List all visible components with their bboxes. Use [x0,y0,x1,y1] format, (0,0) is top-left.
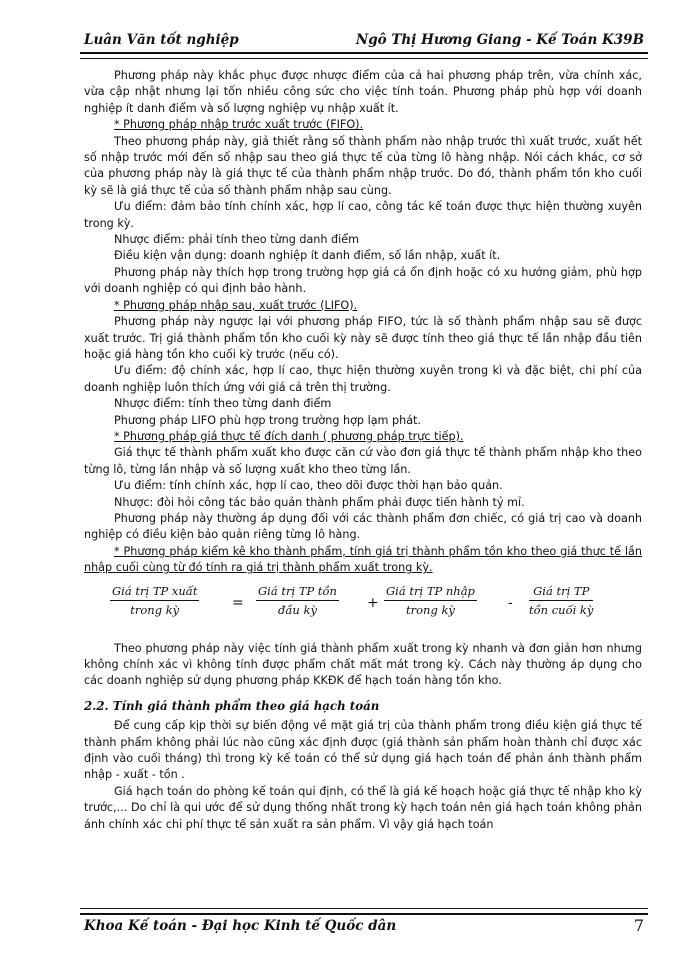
paragraph: Phương pháp này thường áp dụng đối với các thành phẩm đơn chiếc, có giá trị cao và doanh nghiệp có điều kiện bảo quản riêng từng lô hàng. [84,511,642,542]
paragraph: Ưu điểm: tính chính xác, hợp lí cao, theo dõi được thời hạn bảo quản. [114,479,503,493]
paragraph: Theo phương pháp này việc tính giá thành phẩm xuất trong kỳ nhanh và đơn giản hơn nhưng không chính xác vì không tính được phẩm chất mất mát trong kỳ. Cách này thường áp dụng cho các doanh nghiệp sử dụng phương pháp KKĐK để hạch toán hàng tồn kho. [84,641,642,688]
formula-term-opening: Giá trị TP tồn đầu kỳ [258,583,337,617]
paragraph: Phương pháp này khắc phục được nhược điểm của cả hai phương pháp trên, vừa chính xác, vừa cập nhật nhưng lại tốn nhiều công sức cho việc tính toán. Phương pháp phù hợp với doanh nghiệp ít danh điểm và số lượng nghiệp vụ nhập xuất ít. [84,69,642,115]
paragraph: Giá hạch toán do phòng kế toán qui định, có thể là giá kế hoạch hoặc giá thực tế nhập kho kỳ trước,... Do chỉ là qui ước để sử dụng thống nhất trong kỳ hạch toán nên giá hạch toán không phản ánh chính xác chi phí thực tế sản xuất ra sản phẩm. Vì vậy giá hạch toán [84,784,642,831]
formula-equals: = [232,594,244,611]
page-header [84,30,644,54]
header-thesis-title: Luân Văn tốt nghiệp [84,32,239,48]
page-footer [84,916,644,940]
page-number: 7 [633,916,644,935]
paragraph: Phương pháp này ngược lại với phương pháp FIFO, tức là số thành phẩm nhập sau sẽ được xuất trước. Trị giá thành phẩm tồn kho cuối kỳ này sẽ được tính theo giá thực tế lần nhập đầu tiên hoặc giá hàng tồn kho cuối kỳ trước (nếu có). [84,315,642,361]
paragraph: Phương pháp LIFO phù hợp trong trường hợp lạm phát. [114,413,421,427]
page-body [84,68,642,833]
formula-plus: + [367,594,379,611]
header-rule [80,52,648,59]
paragraph: Nhược điểm: tính theo từng danh điểm [114,397,332,411]
subheading-specific-identification: * Phương pháp giá thực tế đích danh ( phương pháp trực tiếp). [114,429,464,443]
paragraph: Nhược: đòi hỏi công tác bảo quản thành phẩm phải được tiến hành tỷ mỉ. [114,495,525,509]
paragraph: Nhược điểm: phải tính theo từng danh điểm [114,233,360,247]
subheading-inventory-count: * Phương pháp kiểm kê kho thành phẩm, tính giá trị thành phẩm tồn kho theo giá thực tế lần nhập cuối cùng từ đó tính ra giá trị thành phẩm xuất trong kỳ. [84,544,642,575]
formula [84,581,642,633]
footer-faculty: Khoa Kế toán - Đại học Kinh tế Quốc dân [84,918,397,934]
formula-term-closing: Giá trị TP tồn cuối kỳ [529,583,594,617]
header-author: Ngô Thị Hương Giang - Kế Toán K39B [355,32,644,48]
paragraph: Ưu điểm: đảm bảo tính chính xác, hợp lí cao, công tác kế toán được thực hiện thường xuyên trong kỳ. [84,200,642,230]
paragraph: Ưu điểm: độ chính xác, hợp lí cao, thực hiện thường xuyên trong kì và đặc biệt, chi phí của doanh nghiệp luôn thích ứng với giá cả trên thị trường. [84,364,642,394]
formula-term-received: Giá trị TP nhập trong kỳ [386,583,475,617]
subheading-fifo: * Phương pháp nhập trước xuất trước (FIFO). [114,118,364,132]
formula-term-issued: Giá trị TP xuất trong kỳ [112,583,198,617]
paragraph: Phương pháp này thích hợp trong trường hợp giá cả ổn định hoặc có xu hướng giảm, phù hợp với doanh nghiệp có qui định bảo hành. [84,265,642,296]
paragraph: Điều kiện vận dụng: doanh nghiệp ít danh điểm, số lần nhập, xuất ít. [114,249,501,263]
paragraph: Giá thực tế thành phẩm xuất kho được căn cứ vào đơn giá thực tế thành phẩm nhập kho theo từng lô, từng lần nhập và số lượng xuất kho theo từng lần. [84,446,642,476]
subheading-lifo: * Phương pháp nhập sau, xuất trước (LIFO). [114,298,358,312]
paragraph: Theo phương pháp này, giả thiết rằng số thành phẩm nào nhập trước thì xuất trước, xuất hết số nhập trước mới đến số nhập sau theo giá thực tế của từng lô hàng nhập. Nói cách khác, cơ sở của phương pháp này là giá thực tế của thành phẩm nhập trước. Do đó, thành phẩm tồn kho cuối kỳ sẽ là giá thực tế của số thành phẩm nhập sau cùng. [84,134,642,197]
formula-minus: - [508,594,513,611]
section-heading: 2.2. Tính giá thành phẩm theo giá hạch toán [84,698,380,713]
paragraph: Để cung cấp kịp thời sự biến động về mặt giá trị của thành phẩm trong điều kiện giá thực tế thành phẩm không phải lúc nào cũng xác định được (giá thành sản phẩm hoàn thành chỉ được xác định vào cuối tháng) thì trong kỳ kế toán có thể sử dụng giá hạch toán để phản ánh thành phẩm nhập - xuất - tồn . [84,719,642,782]
footer-rule [80,908,648,915]
